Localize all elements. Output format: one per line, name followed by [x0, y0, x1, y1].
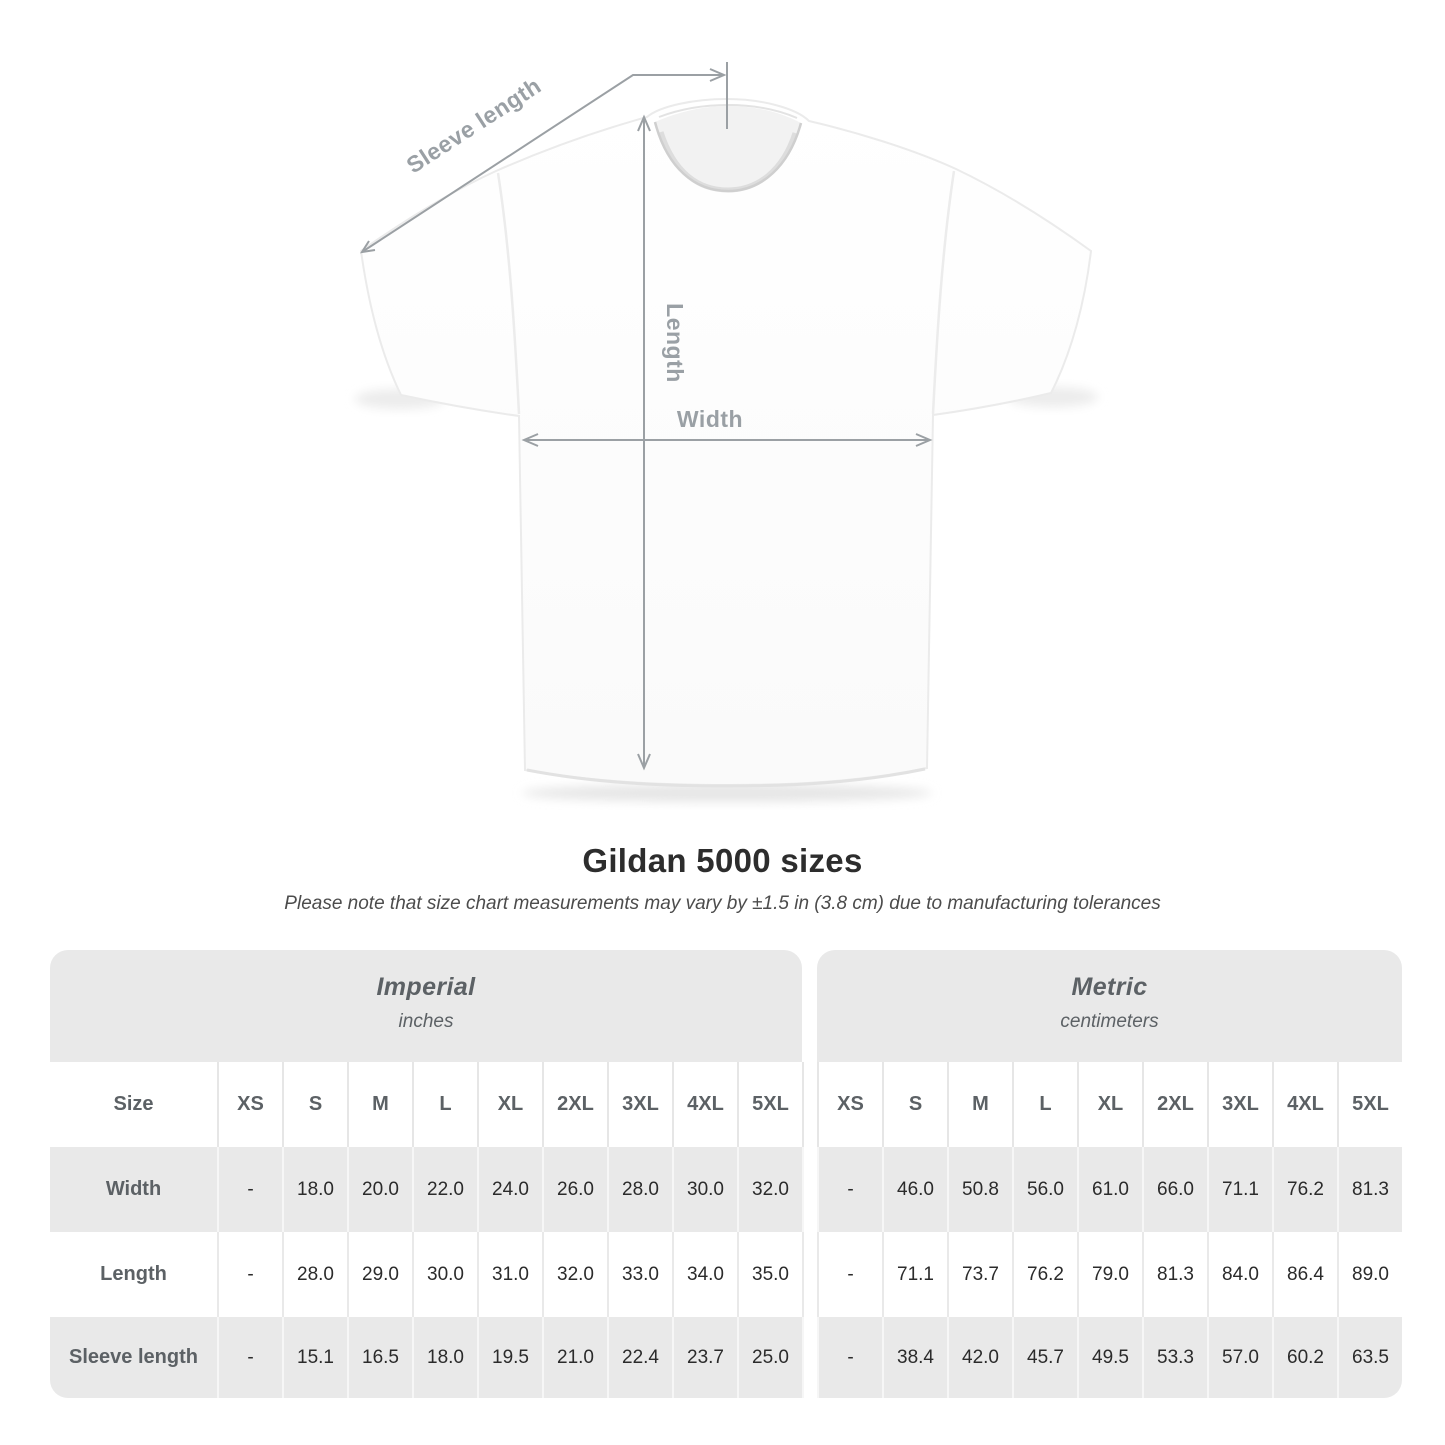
metric-value: -: [817, 1232, 882, 1317]
imperial-value: 22.0: [412, 1147, 477, 1232]
page-title: Gildan 5000 sizes: [582, 842, 863, 879]
size-column-header-imperial: XS: [217, 1062, 282, 1147]
column-gap: [802, 1147, 817, 1232]
metric-value: 84.0: [1207, 1232, 1272, 1317]
metric-value: 79.0: [1077, 1232, 1142, 1317]
metric-value: 76.2: [1012, 1232, 1077, 1317]
metric-value: 71.1: [1207, 1147, 1272, 1232]
size-column-header-imperial: M: [347, 1062, 412, 1147]
metric-banner-title: Metric: [1071, 973, 1148, 1001]
unit-banner-row: [50, 950, 1402, 1062]
table-row: [50, 1317, 1402, 1398]
imperial-banner: [50, 950, 802, 1062]
sleeve-length-label: Sleeve length: [401, 72, 546, 179]
metric-value: 71.1: [882, 1232, 947, 1317]
size-column-header-imperial: 3XL: [607, 1062, 672, 1147]
imperial-value: 22.4: [607, 1317, 672, 1398]
size-table: [50, 950, 1402, 1398]
metric-value: 63.5: [1337, 1317, 1402, 1398]
imperial-value: 18.0: [412, 1317, 477, 1398]
width-label: Width: [676, 406, 744, 432]
imperial-value: 33.0: [607, 1232, 672, 1317]
metric-value: 38.4: [882, 1317, 947, 1398]
size-column-header-metric: 4XL: [1272, 1062, 1337, 1147]
column-gap: [802, 1232, 817, 1317]
imperial-value: 28.0: [607, 1147, 672, 1232]
size-column-header-imperial: L: [412, 1062, 477, 1147]
imperial-value: 32.0: [737, 1147, 802, 1232]
column-gap: [802, 1317, 817, 1398]
size-column-header-metric: 5XL: [1337, 1062, 1402, 1147]
size-column-header-imperial: S: [282, 1062, 347, 1147]
size-column-header-metric: L: [1012, 1062, 1077, 1147]
metric-value: 57.0: [1207, 1317, 1272, 1398]
imperial-value: 23.7: [672, 1317, 737, 1398]
metric-banner-unit: centimeters: [1060, 1011, 1159, 1032]
metric-value: -: [817, 1317, 882, 1398]
size-column-header-imperial: 4XL: [672, 1062, 737, 1147]
row-label: Width: [50, 1147, 217, 1232]
metric-value: 89.0: [1337, 1232, 1402, 1317]
metric-value: 66.0: [1142, 1147, 1207, 1232]
imperial-value: 19.5: [477, 1317, 542, 1398]
length-label: Length: [662, 303, 688, 383]
size-column-header-metric: XL: [1077, 1062, 1142, 1147]
size-column-header-metric: 3XL: [1207, 1062, 1272, 1147]
table-row: [50, 1232, 1402, 1317]
table-row: [50, 1147, 1402, 1232]
size-column-header-imperial: XL: [477, 1062, 542, 1147]
metric-value: 81.3: [1142, 1232, 1207, 1317]
column-gap: [802, 1062, 817, 1147]
imperial-value: 35.0: [737, 1232, 802, 1317]
imperial-value: 26.0: [542, 1147, 607, 1232]
metric-value: 42.0: [947, 1317, 1012, 1398]
imperial-value: 32.0: [542, 1232, 607, 1317]
imperial-value: 25.0: [737, 1317, 802, 1398]
size-column-header-imperial: 5XL: [737, 1062, 802, 1147]
imperial-value: 21.0: [542, 1317, 607, 1398]
imperial-value: -: [217, 1317, 282, 1398]
metric-banner: [817, 950, 1402, 1062]
imperial-value: 16.5: [347, 1317, 412, 1398]
metric-value: 46.0: [882, 1147, 947, 1232]
imperial-value: 34.0: [672, 1232, 737, 1317]
imperial-value: 20.0: [347, 1147, 412, 1232]
imperial-value: 15.1: [282, 1317, 347, 1398]
table-body: [50, 1147, 1402, 1398]
size-header-row: [50, 1062, 1402, 1147]
row-label: Length: [100, 1263, 167, 1285]
metric-value: 53.3: [1142, 1317, 1207, 1398]
imperial-value: 31.0: [477, 1232, 542, 1317]
metric-value: -: [817, 1147, 882, 1232]
imperial-value: 18.0: [282, 1147, 347, 1232]
imperial-value: 29.0: [347, 1232, 412, 1317]
imperial-banner-title: Imperial: [376, 973, 476, 1001]
metric-value: 61.0: [1077, 1147, 1142, 1232]
imperial-value: 30.0: [672, 1147, 737, 1232]
metric-value: 56.0: [1012, 1147, 1077, 1232]
tolerance-note: Please note that size chart measurements may vary by ±1.5 in (3.8 cm) due to manufacturing tolerances: [284, 893, 1161, 914]
imperial-value: 30.0: [412, 1232, 477, 1317]
size-column-header-imperial: 2XL: [542, 1062, 607, 1147]
metric-value: 60.2: [1272, 1317, 1337, 1398]
metric-value: 76.2: [1272, 1147, 1337, 1232]
imperial-banner-unit: inches: [398, 1011, 454, 1032]
size-column-header-metric: 2XL: [1142, 1062, 1207, 1147]
imperial-value: -: [217, 1147, 282, 1232]
tshirt-illustration: [361, 99, 1091, 786]
imperial-value: -: [217, 1232, 282, 1317]
size-header: Size: [113, 1093, 154, 1115]
imperial-value: 24.0: [477, 1147, 542, 1232]
size-column-header-metric: S: [882, 1062, 947, 1147]
size-column-header-metric: XS: [817, 1062, 882, 1147]
metric-value: 50.8: [947, 1147, 1012, 1232]
metric-value: 73.7: [947, 1232, 1012, 1317]
imperial-value: 28.0: [282, 1232, 347, 1317]
metric-value: 45.7: [1012, 1317, 1077, 1398]
row-label: Sleeve length: [50, 1317, 217, 1398]
metric-value: 86.4: [1272, 1232, 1337, 1317]
metric-value: 49.5: [1077, 1317, 1142, 1398]
size-column-header-metric: M: [947, 1062, 1012, 1147]
metric-value: 81.3: [1337, 1147, 1402, 1232]
